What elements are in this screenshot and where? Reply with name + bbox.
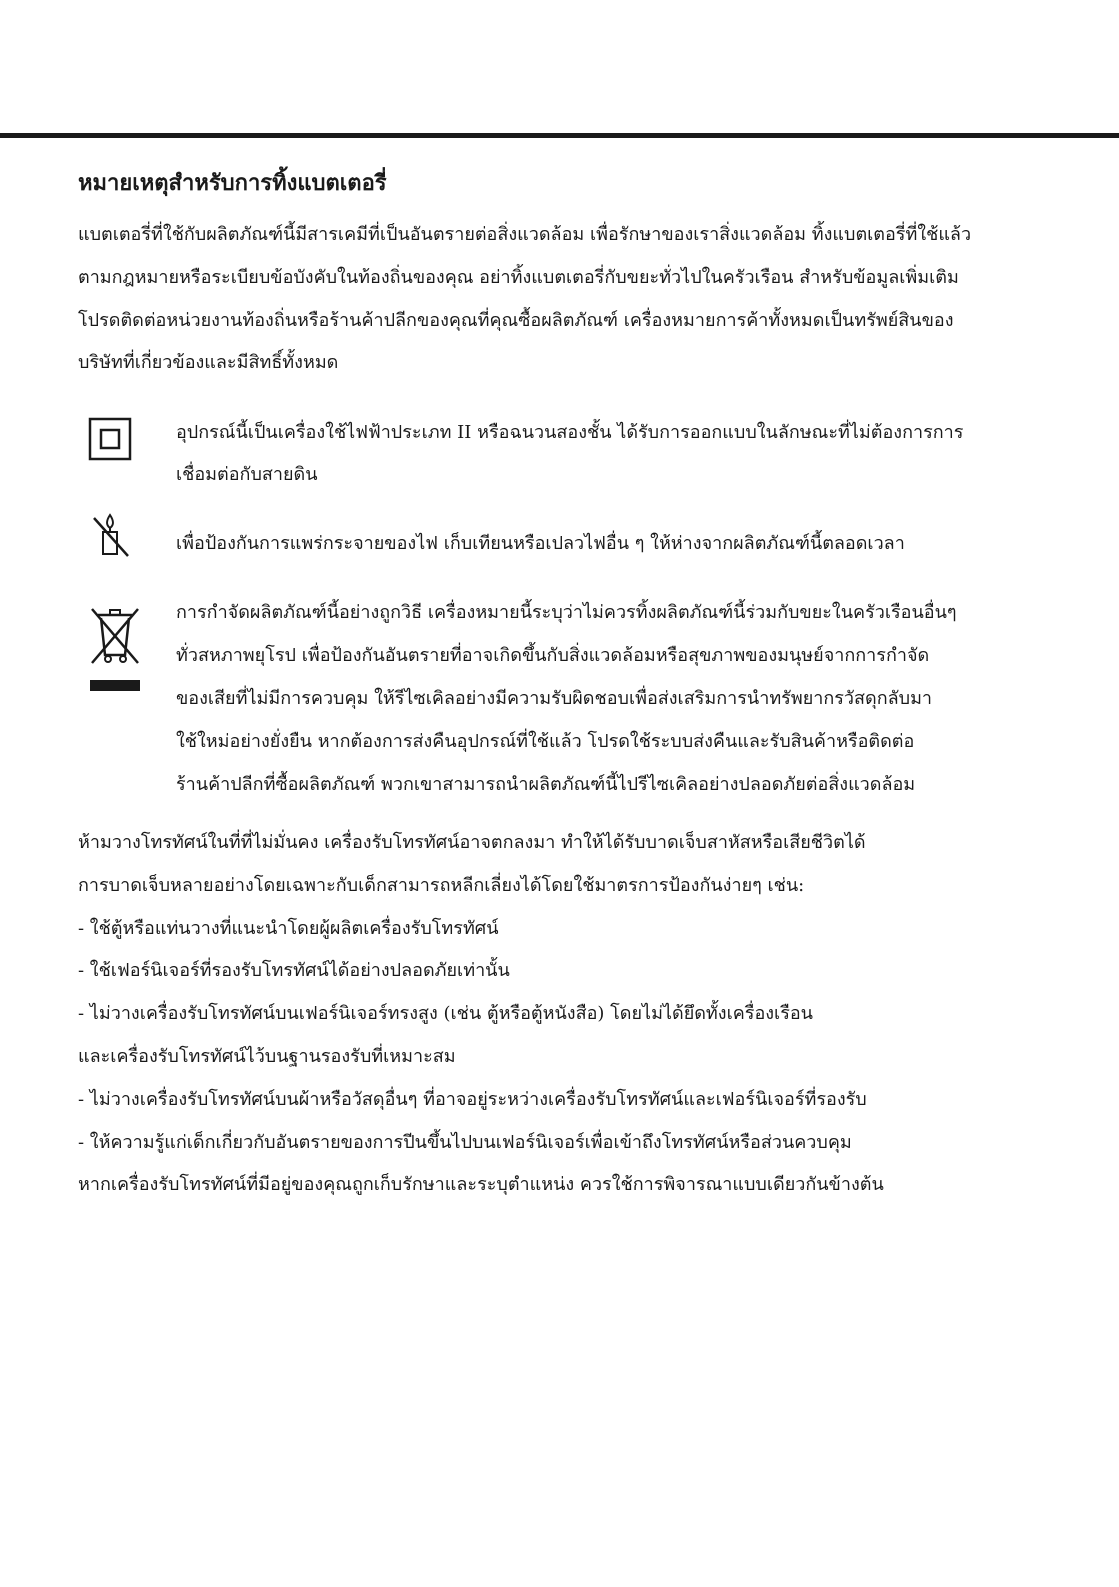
battery-text-line: แบตเตอรี่ที่ใช้กับผลิตภัณฑ์นี้มีสารเคมีที่เป็นอันตรายต่อสิ่งแวดล้อม เพื่อรักษาของเราสิ่งแวดล้อม ทิ้งแบตเตอรี่ที่ใช้แล้ว <box>78 224 972 245</box>
class2-text-line: อุปกรณ์นี้เป็นเครื่องใช้ไฟฟ้าประเภท II หรือฉนวนสองชั้น ได้รับการออกแบบในลักษณะที่ไม่ต้องการการ <box>176 422 964 443</box>
tv-safety-line: หากเครื่องรับโทรทัศน์ที่มีอยู่ของคุณถูกเก็บรักษาและระบุตำแหน่ง ควรใช้การพิจารณาแบบเดียวกันข้างต้น <box>78 1174 884 1195</box>
battery-text-line: ตามกฎหมายหรือระเบียบข้อบังคับในท้องถิ่นของคุณ อย่าทิ้งแบตเตอรี่กับขยะทั่วไปในครัวเรือน สำหรับข้อมูลเพิ่มเติม <box>78 267 959 288</box>
weee-text-line: ใช้ใหม่อย่างยั่งยืน หากต้องการส่งคืนอุปกรณ์ที่ใช้แล้ว โปรดใช้ระบบส่งคืนและรับสินค้าหรือติดต่อ <box>176 731 915 752</box>
tv-safety-bullet: - ไม่วางเครื่องรับโทรทัศน์บนเฟอร์นิเจอร์ทรงสูง (เช่น ตู้หรือตู้หนังสือ) โดยไม่ได้ยึดทั้งเครื่องเรือน <box>78 1003 813 1024</box>
battery-text-line: บริษัทที่เกี่ยวข้องและมีสิทธิ์ทั้งหมด <box>78 352 339 373</box>
weee-text-line: ทั่วสหภาพยุโรป เพื่อป้องกันอันตรายที่อาจเกิดขึ้นกับสิ่งแวดล้อมหรือสุขภาพของมนุษย์จากการกำจัด <box>176 645 930 666</box>
no-candle-icon <box>90 512 130 558</box>
weee-text-line: การกำจัดผลิตภัณฑ์นี้อย่างถูกวิธี เครื่องหมายนี้ระบุว่าไม่ควรทิ้งผลิตภัณฑ์นี้ร่วมกับขยะในครัวเรือนอื่นๆ <box>176 602 957 623</box>
tv-safety-line: ห้ามวางโทรทัศน์ในที่ที่ไม่มั่นคง เครื่องรับโทรทัศน์อาจตกลงมา ทำให้ได้รับบาดเจ็บสาหัสหรือเสียชีวิตได้ <box>78 832 866 853</box>
crossed-bin-icon <box>88 605 142 665</box>
tv-safety-line: การบาดเจ็บหลายอย่างโดยเฉพาะกับเด็กสามารถหลีกเลี่ยงได้โดยใช้มาตรการป้องกันง่ายๆ เช่น: <box>78 875 805 896</box>
battery-title: หมายเหตุสำหรับการทิ้งแบตเตอรี่ <box>78 170 387 196</box>
tv-safety-bullet: - ใช้ตู้หรือแท่นวางที่แนะนำโดยผู้ผลิตเครื่องรับโทรทัศน์ <box>78 918 499 939</box>
weee-text-line: ร้านค้าปลีกที่ซื้อผลิตภัณฑ์ พวกเขาสามารถนำผลิตภัณฑ์นี้ไปรีไซเคิลอย่างปลอดภัยต่อสิ่งแวดล้อม <box>176 774 916 795</box>
weee-text-line: ของเสียที่ไม่มีการควบคุม ให้รีไซเคิลอย่างมีความรับผิดชอบเพื่อส่งเสริมการนำทรัพยากรวัสดุกลับมา <box>176 688 933 709</box>
tv-safety-bullet: - ให้ความรู้แก่เด็กเกี่ยวกับอันตรายของการปีนขึ้นไปบนเฟอร์นิเจอร์เพื่อเข้าถึงโทรทัศน์หรือส่วนควบคุม <box>78 1132 852 1153</box>
tv-safety-line: และเครื่องรับโทรทัศน์ไว้บนฐานรองรับที่เหมาะสม <box>78 1046 456 1067</box>
top-rule <box>0 133 1119 138</box>
battery-text-line: โปรดติดต่อหน่วยงานท้องถิ่นหรือร้านค้าปลีกของคุณที่คุณซื้อผลิตภัณฑ์ เครื่องหมายการค้าทั้งหมดเป็นทรัพย์สินของ <box>78 310 954 331</box>
tv-safety-bullet: - ไม่วางเครื่องรับโทรทัศน์บนผ้าหรือวัสดุอื่นๆ ที่อาจอยู่ระหว่างเครื่องรับโทรทัศน์และเฟอร์นิเจอร์ที่รองรับ <box>78 1089 867 1110</box>
tv-safety-bullet: - ใช้เฟอร์นิเจอร์ที่รองรับโทรทัศน์ได้อย่างปลอดภัยเท่านั้น <box>78 960 510 981</box>
double-insulation-icon <box>88 417 132 461</box>
candle-text-line: เพื่อป้องกันการแพร่กระจายของไฟ เก็บเทียนหรือเปลวไฟอื่น ๆ ให้ห่างจากผลิตภัณฑ์นี้ตลอดเวลา <box>176 533 905 554</box>
weee-bar-icon <box>90 680 140 691</box>
class2-text-line: เชื่อมต่อกับสายดิน <box>176 464 318 485</box>
